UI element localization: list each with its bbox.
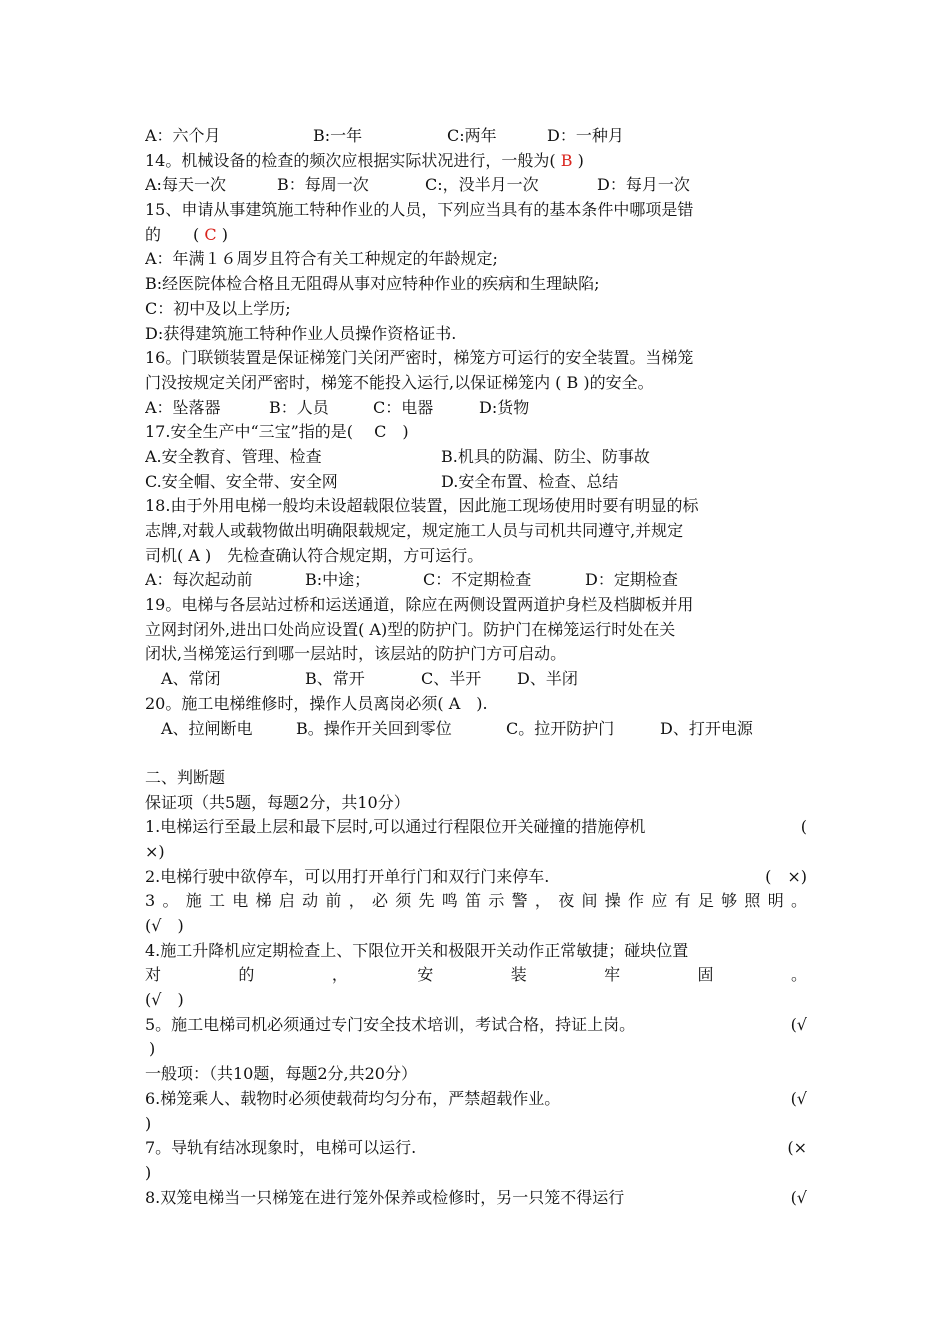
q18-option-c: C：不定期检查	[423, 570, 532, 590]
q15-question-line2: 的 ( C )	[145, 224, 228, 244]
q16-option-a: A：坠落器	[145, 397, 221, 417]
q20-option-c: C。拉开防护门	[506, 718, 615, 738]
q20-options	[145, 717, 807, 742]
q19-question-line3: 闭状,当梯笼运行到哪一层站时，该层站的防护门方可启动。	[145, 644, 567, 664]
document-page	[145, 124, 807, 1210]
q19-option-a: A、常闭	[161, 669, 221, 689]
q19-options	[145, 667, 807, 692]
q13-option-c: C:两年	[447, 126, 497, 145]
j5-line1: 5。施工电梯司机必须通过专门安全技术培训，考试合格，持证上岗。 (√	[145, 1014, 807, 1034]
q15-answer: C	[204, 224, 217, 244]
q17-option-c: C.安全帽、安全带、安全网	[145, 471, 338, 491]
q13-option-d: D：一种月	[547, 126, 624, 145]
q19-option-c: C、半开	[421, 669, 482, 689]
q16-question-line2: 门没按规定关闭严密时，梯笼不能投入运行,以保证梯笼内 ( B )的安全。	[145, 372, 654, 392]
q14-question: 14。机械设备的检查的频次应根据实际状况进行，一般为( B )	[145, 150, 584, 170]
q17-option-d: D.安全布置、检查、总结	[441, 471, 619, 491]
section2-title: 二、判断题	[145, 767, 226, 787]
section-spacer	[145, 741, 807, 766]
j8-line1: 8.双笼电梯当一只梯笼在进行笼外保养或检修时，另一只笼不得运行 (√	[145, 1187, 807, 1207]
j6-line2: )	[145, 1113, 152, 1133]
q15-option-b: B:经医院体检合格且无阻碍从事对应特种作业的疾病和生理缺陷;	[145, 274, 600, 294]
q19-question-line2: 立网封闭外,进出口处尚应设置( A)型的防护门。防护门在梯笼运行时处在关	[145, 619, 676, 639]
j3-line2: (√ )	[145, 916, 184, 935]
q13-option-a: A：六个月	[145, 126, 221, 145]
j4-line2: 对 的 ， 安 装 牢 固 。	[145, 965, 807, 985]
q18-question-line1: 18.由于外用电梯一般均未设超载限位装置，因此施工现场使用时要有明显的标	[145, 496, 699, 516]
q20-question: 20。施工电梯维修时，操作人员离岗必须( A ).	[145, 693, 488, 713]
q13-option-b: B:一年	[313, 126, 363, 145]
j7-line2: )	[145, 1162, 152, 1182]
j3-line1: 3。施工电梯启动前，必须先鸣笛示警，夜间操作应有足够照明。	[145, 891, 807, 911]
q14-answer: B	[560, 150, 573, 170]
q20-option-d: D、打开电源	[660, 718, 753, 738]
q14-option-d: D：每月一次	[597, 175, 690, 195]
q19-option-d: D、半闭	[517, 669, 578, 689]
q18-options	[145, 568, 807, 593]
q18-question-line2: 志牌,对载人或载物做出明确限载规定，规定施工人员与司机共同遵守,并规定	[145, 521, 684, 540]
j4-line3: (√ )	[145, 990, 184, 1010]
q17-question: 17.安全生产中“三宝”指的是( C )	[145, 422, 409, 442]
q17-option-b: B.机具的防漏、防尘、防事故	[441, 446, 650, 466]
q16-option-d: D:货物	[479, 397, 530, 417]
j2-line: 2.电梯行驶中欲停车，可以用打开单行门和双行门来停车. ( ×)	[145, 866, 807, 886]
j1-line1: 1.电梯运行至最上层和最下层时,可以通过行程限位开关碰撞的措施停机 (	[145, 817, 807, 837]
q15-option-d: D:获得建筑施工特种作业人员操作资格证书.	[145, 323, 457, 343]
j4-line1: 4.施工升降机应定期检查上、下限位开关和极限开关动作正常敏捷；碰块位置	[145, 940, 689, 960]
q17-option-a: A.安全教育、管理、检查	[145, 446, 322, 466]
q18-question-line3: 司机( A ) 先检查确认符合规定期，方可运行。	[145, 545, 484, 565]
q20-option-a: A、拉闸断电	[161, 718, 253, 738]
q16-option-c: C：电器	[373, 397, 434, 417]
q16-options	[145, 396, 807, 421]
q18-option-a: A：每次起动前	[145, 570, 253, 590]
q19-question-line1: 19。电梯与各层站过桥和运送通道，除应在两侧设置两道护身栏及档脚板并用	[145, 595, 694, 615]
q14-option-a: A:每天一次	[145, 175, 226, 195]
q16-question-line1: 16。门联锁装置是保证梯笼门关闭严密时，梯笼方可运行的安全装置。当梯笼	[145, 348, 694, 368]
general-header: 一般项：（共10题，每题2分,共20分）	[145, 1064, 417, 1084]
q16-option-b: B：人员	[269, 397, 329, 417]
j7-line1: 7。导轨有结冰现象时，电梯可以运行. (×	[145, 1138, 807, 1158]
q14-option-c: C:，没半月一次	[425, 175, 539, 195]
q18-option-d: D：定期检查	[585, 570, 678, 590]
j1-line2: ×)	[145, 841, 165, 861]
q15-question-line1: 15、申请从事建筑施工特种作业的人员，下列应当具有的基本条件中哪项是错	[145, 200, 694, 220]
q14-options	[145, 173, 807, 198]
j5-line2: )	[149, 1039, 156, 1059]
guarantee-header: 保证项（共5题，每题2分，共10分）	[145, 792, 410, 812]
q18-option-b: B:中途；	[305, 570, 371, 590]
q19-option-b: B、常开	[305, 669, 365, 689]
q15-option-c: C：初中及以上学历;	[145, 298, 291, 318]
q13-options	[145, 124, 807, 149]
q17-options-row1	[145, 445, 807, 470]
q14-option-b: B：每周一次	[277, 175, 369, 195]
q15-option-a: A：年满１６周岁且符合有关工种规定的年龄规定;	[145, 249, 498, 269]
q17-options-row2	[145, 470, 807, 495]
j6-line1: 6.梯笼乘人、载物时必须使载荷均匀分布，严禁超载作业。 (√	[145, 1088, 807, 1108]
q20-option-b: B。操作开关回到零位	[296, 718, 452, 738]
